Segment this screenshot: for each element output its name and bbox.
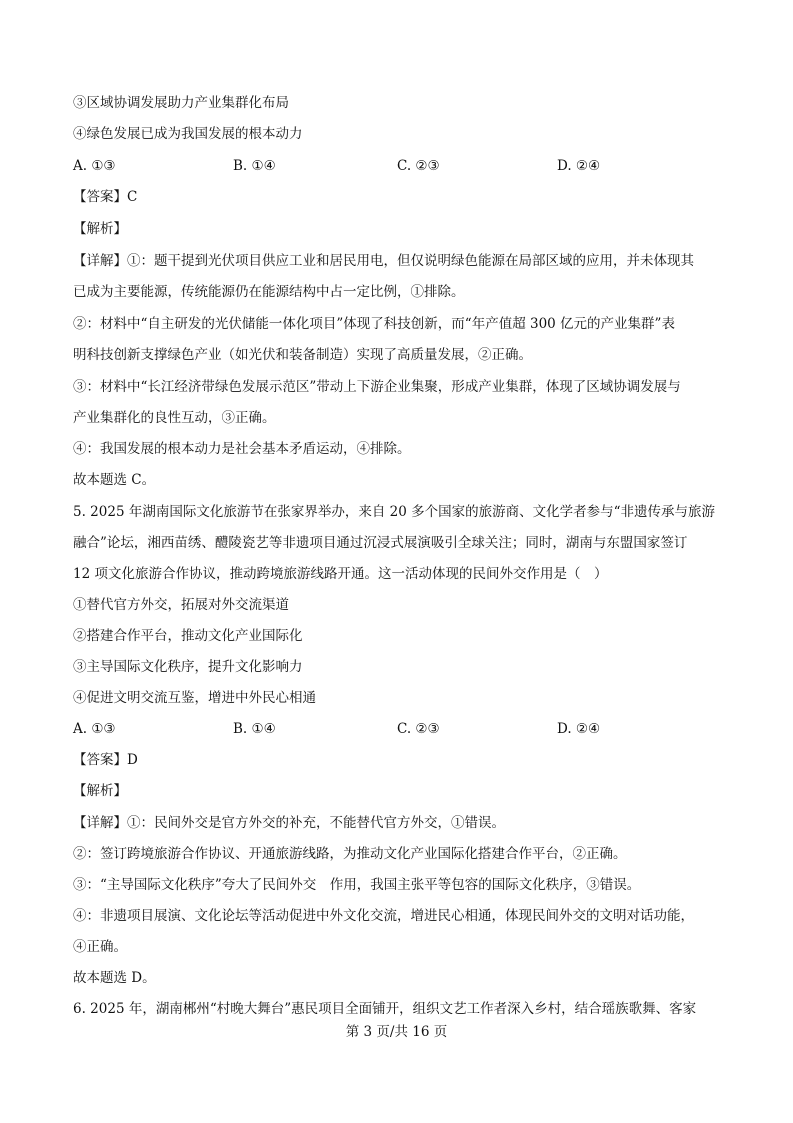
- q4-detail-line: 产业集群化的良性互动，③正确。: [73, 410, 276, 426]
- q5-item-4: ④促进文明交流互鉴，增进中外民心相通: [73, 690, 316, 706]
- q5-answer: 【答案】D: [73, 752, 138, 768]
- q5-detail-line: 【详解】①：民间外交是官方外交的补充，不能替代官方外交，①错误。: [73, 815, 505, 831]
- q5-detail-line: ④：非遗项目展演、文化论坛等活动促进中外文化交流，增进民心相通，体现民间外交的文明对话功能，: [73, 908, 694, 924]
- q4-option-a: A. ①③: [73, 158, 116, 174]
- q5-conclusion: 故本题选 D。: [73, 970, 156, 986]
- q4-item-3: ③区域协调发展助力产业集群化布局: [73, 95, 289, 111]
- page-footer: 第 3 页/共 16 页: [345, 1024, 448, 1040]
- q5-option-b: B. ①④: [233, 721, 276, 737]
- q4-option-b: B. ①④: [233, 158, 276, 174]
- q4-detail-line: ③：材料中“长江经济带绿色发展示范区”带动上下游企业集聚，形成产业集群，体现了区域协调发展与: [73, 379, 681, 395]
- q4-item-4: ④绿色发展已成为我国发展的根本动力: [73, 126, 303, 142]
- q4-detail-line: 明科技创新支撑绿色产业（如光伏和装备制造）实现了高质量发展，②正确。: [73, 347, 532, 363]
- q4-option-d: D. ②④: [557, 158, 601, 174]
- q5-item-1: ①替代官方外交，拓展对外交流渠道: [73, 597, 289, 613]
- q4-detail-line: ④：我国发展的根本动力是社会基本矛盾运动，④排除。: [73, 441, 411, 457]
- q5-item-3: ③主导国际文化秩序，提升文化影响力: [73, 659, 303, 675]
- q5-stem-line: 5. 2025 年湖南国际文化旅游节在张家界举办，来自 20 多个国家的旅游商、文化学者参与“非遗传承与旅游: [73, 504, 715, 520]
- q5-item-2: ②搭建合作平台，推动文化产业国际化: [73, 628, 303, 644]
- q5-option-c: C. ②③: [397, 721, 440, 737]
- q5-stem-line: 12 项文化旅游合作协议，推动跨境旅游线路开通。这一活动体现的民间外交作用是（ ）: [73, 566, 608, 582]
- q4-analysis-label: 【解析】: [73, 221, 127, 237]
- q4-detail-line: 【详解】①：题干提到光伏项目供应工业和居民用电，但仅说明绿色能源在局部区域的应用，并未体现其: [73, 253, 694, 269]
- q5-stem-line: 融合”论坛，湘西苗绣、醴陵瓷艺等非遗项目通过沉浸式展演吸引全球关注；同时，湖南与东盟国家签订: [73, 535, 688, 551]
- q5-detail-line: ②：签订跨境旅游合作协议、开通旅游线路，为推动文化产业国际化搭建合作平台，②正确。: [73, 846, 627, 862]
- q4-option-c: C. ②③: [397, 158, 440, 174]
- q5-option-a: A. ①③: [73, 721, 116, 737]
- q4-detail-line: ②：材料中“自主研发的光伏储能一体化项目”体现了科技创新，而“年产值超 300 亿元的产业集群”表: [73, 316, 675, 332]
- q4-answer: 【答案】C: [73, 189, 138, 205]
- q6-stem-line: 6. 2025 年，湖南郴州“村晚大舞台”惠民项目全面铺开，组织文艺工作者深入乡村，结合瑶族歌舞、客家: [73, 1001, 697, 1017]
- q5-analysis-label: 【解析】: [73, 783, 127, 799]
- q4-detail-line: 已成为主要能源，传统能源仍在能源结构中占一定比例，①排除。: [73, 284, 465, 300]
- q5-detail-line: ③：“主导国际文化秩序”夸大了民间外交 作用，我国主张平等包容的国际文化秩序，③错误。: [73, 877, 641, 893]
- q5-detail-line: ④正确。: [73, 939, 127, 955]
- q4-conclusion: 故本题选 C。: [73, 472, 156, 488]
- q5-option-d: D. ②④: [557, 721, 601, 737]
